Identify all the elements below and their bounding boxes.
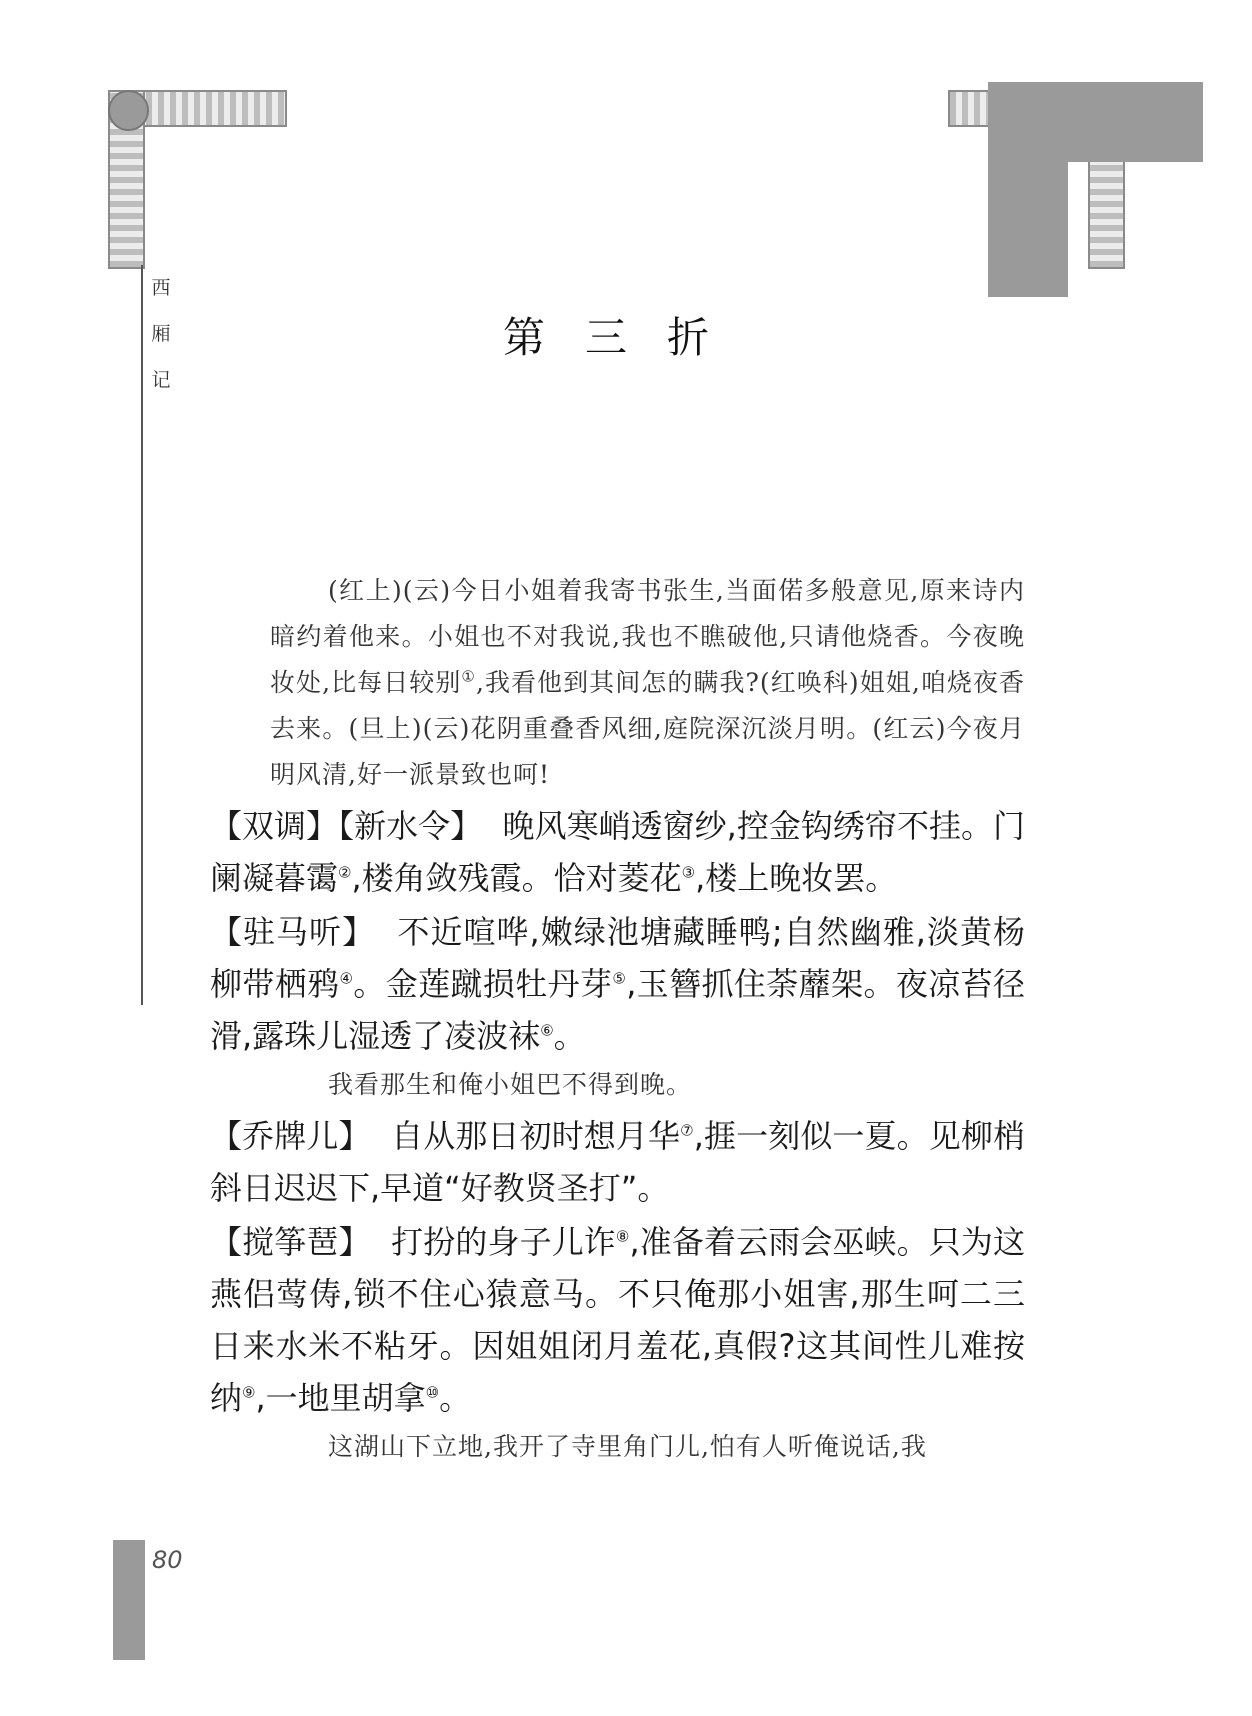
verse-jiaozhengpa [210, 1216, 1025, 1424]
footnote-marker: ① [461, 667, 476, 686]
verse-text: ,楼上晚妆罢。 [695, 859, 898, 897]
corner-ornament-knot [108, 90, 149, 131]
verse-text: 打扮的身子儿诈 [391, 1223, 616, 1261]
verse-qiaopaier [210, 1110, 1025, 1214]
verse-text: ,玉簪抓住荼蘼架。夜凉苔径滑,露珠儿湿透了凌波袜 [210, 965, 1025, 1055]
chapter-title: 第三折 [502, 313, 749, 362]
verse-text: ,捱一刻似一夏。见柳梢斜日迟迟下,早道“好教贤圣打”。 [210, 1117, 1025, 1207]
side-title-char: 西 [151, 277, 171, 299]
corner-ornament-top-right-vertical [1088, 150, 1125, 269]
footnote-marker: ⑥ [540, 1021, 554, 1040]
footnote-marker: ⑩ [425, 1383, 440, 1402]
aside-line: 我看那生和俺小姐巴不得到晚。 [328, 1070, 693, 1099]
verse-text: ,一地里胡拿 [255, 1379, 426, 1417]
verse-text: 。金莲蹴损牡丹芽 [353, 965, 613, 1003]
verse-text: 。 [553, 1017, 586, 1055]
page-number: 80 [152, 1546, 183, 1574]
footnote-marker: ③ [681, 863, 696, 882]
tune-name: 【双调】【新水令】 [210, 807, 483, 845]
verse-text: ,准备着云雨会巫峡。只为这燕侣莺俦,锁不住心猿意马。不只俺那小姐害,那生呵二三日来水米不粘牙。因姐姐闭月羞花,真假?这其间性儿难按纳 [210, 1223, 1025, 1417]
footnote-marker: ⑦ [680, 1121, 694, 1140]
tune-name: 【乔牌儿】 [210, 1117, 371, 1155]
speech-text: (红上)(云)今日小姐着我寄书张生,当面偌多般意见,原来诗内暗约着他来。小姐也不对我说,我也不瞧破他,只请他烧香。今夜晚妆处,比每日较别 [270, 576, 1025, 697]
decorative-gray-block-side [988, 82, 1068, 297]
side-title-char: 记 [151, 369, 171, 391]
tune-name: 【驻马听】 [210, 913, 376, 951]
opening-speech [210, 568, 1025, 798]
footnote-marker: ⑨ [242, 1383, 256, 1402]
verse-text: 。 [439, 1379, 472, 1417]
side-title-char: 厢 [151, 323, 171, 345]
tune-name: 【搅筝琶】 [210, 1223, 371, 1261]
footnote-marker: ② [338, 863, 352, 882]
page-number-bar [113, 1540, 145, 1660]
verse-text: 不近喧哗,嫩绿池塘藏睡鸭;自然幽雅,淡黄杨柳带栖鸦 [210, 913, 1025, 1003]
verse-text: ,楼角敛残霞。恰对菱花 [351, 859, 682, 897]
main-text [210, 568, 1025, 1470]
footnote-marker: ④ [339, 969, 354, 988]
footnote-marker: ⑤ [612, 969, 627, 988]
verse-xinshuiling [210, 800, 1025, 904]
speech-paragraph [270, 568, 1025, 798]
verse-text: 自从那日初时想月华 [391, 1117, 681, 1155]
aside-line: 这湖山下立地,我开了寺里角门儿,怕有人听俺说话,我 [328, 1432, 927, 1461]
speech-text: ,我看他到其间怎的瞒我?(红唤科)姐姐,咱烧夜香去来。(旦上)(云)花阴重叠香风细,庭院深沉淡月明。(红云)今夜月明风清,好一派景致也呵! [270, 668, 1026, 789]
verse-text: 晚风寒峭透窗纱,控金钩绣帘不挂。门阑凝暮霭 [210, 807, 1025, 897]
verse-zhumating [210, 906, 1025, 1062]
side-rule [141, 265, 143, 1005]
footnote-marker: ⑧ [615, 1227, 630, 1246]
